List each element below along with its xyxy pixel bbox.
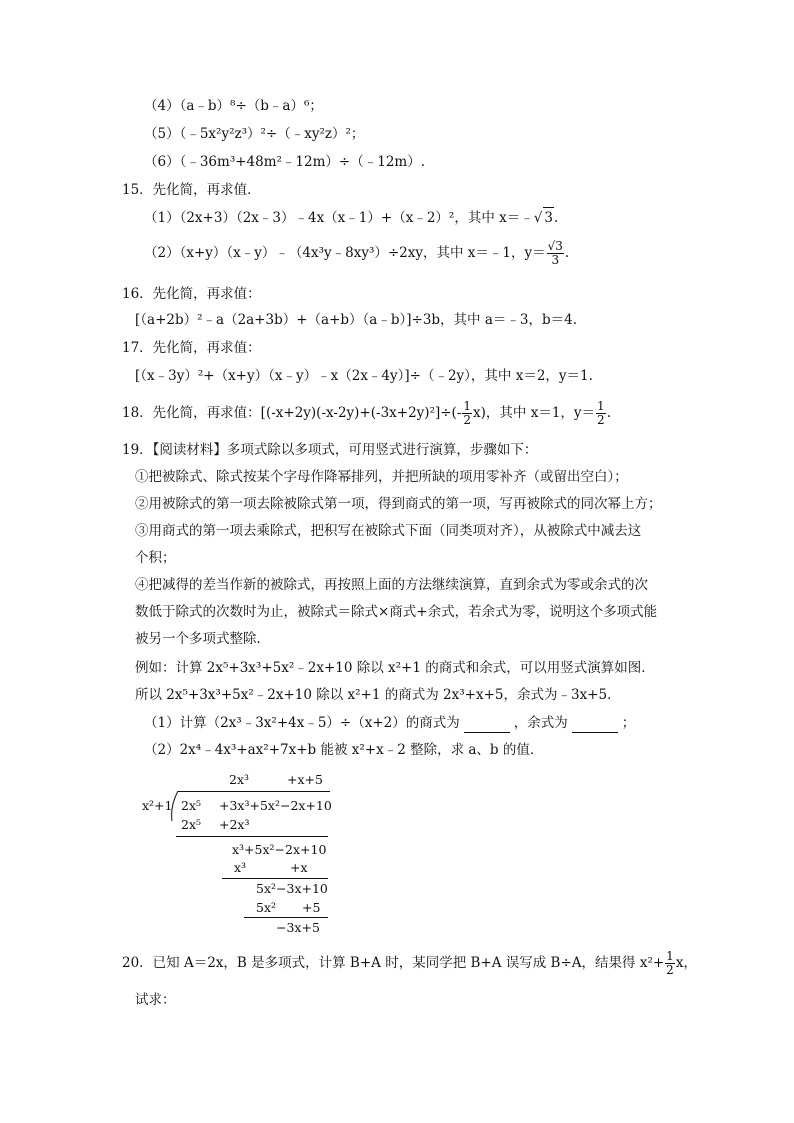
problem-16-expression: [（a+2b）²﹣a（2a+3b）+（a+b）（a﹣b）]÷3b，其中 a＝﹣3，b＝4. [135, 312, 578, 328]
product-row-3-term-2: +5 [302, 900, 321, 915]
part-1-text: （1）计算（2x³﹣3x²+4x﹣5）÷（x+2）的商式为 [144, 715, 460, 731]
quotient-term-2: +x+5 [287, 772, 323, 787]
fraction-numerator: √3 [547, 239, 563, 253]
problem-19-step-3-cont: 个积； [135, 550, 176, 566]
remainder-row: −3x+5 [276, 920, 320, 935]
problem-14-part-6: （6）（﹣36m³+48m²﹣12m）÷（﹣12m）. [144, 154, 425, 170]
fraction-denominator: 2 [597, 413, 605, 427]
problem-20-line-2: 试求： [135, 992, 176, 1008]
fraction-numerator: 1 [666, 949, 674, 963]
subtraction-line-3 [244, 917, 328, 918]
problem-19-step-4: ④把减得的差当作新的被除式，再按照上面的方法继续演算，直到余式为零或余式的次 [135, 577, 648, 593]
product-row-3-term-1: 5x² [256, 900, 277, 915]
division-bar [178, 791, 330, 792]
problem-15-part-1 [144, 207, 558, 228]
problem-20-text: 20．已知 A＝2x，B 是多项式，计算 B+A 时，某同学把 B+A 误写成 B÷A，结果得 x²+ [122, 955, 665, 971]
problem-19-part-2: （2）2x⁴﹣4x³+ax²+7x+b 能被 x²+x﹣2 整除，求 a、b 的值． [144, 742, 544, 758]
difference-row-1: x³+5x²−2x+10 [232, 842, 327, 857]
problem-18 [122, 400, 611, 427]
part-1-text-mid: ，余式为 [513, 715, 568, 731]
problem-14-part-5: （5）（﹣5x²y²z³）²÷（﹣xy²z）²； [144, 126, 365, 142]
problem-20 [122, 950, 697, 977]
problem-19-step-3: ③用商式的第一项去乘除式，把积写在被除式下面（同类项对齐），从被除式中减去这 [135, 523, 642, 539]
problem-19-step-1: ①把被除式、除式按某个字母作降幂排列，并把所缺的项用零补齐（或留出空白）； [135, 469, 628, 485]
period: . [553, 210, 559, 226]
fraction-one-half [462, 400, 472, 427]
fraction-one-half-y [596, 400, 606, 427]
problem-17-expression: [（x﹣3y）²+（x+y）（x﹣y）﹣x（2x﹣4y）]÷（﹣2y），其中 x＝2，y＝1. [135, 368, 593, 384]
fraction-denominator: 2 [463, 413, 472, 427]
problem-18-text: 18．先化简，再求值：[(-x+2y)(-x-2y)+(-3x+2y)²]÷(- [122, 405, 462, 421]
fraction-denominator: 3 [551, 253, 560, 267]
part-1-text-end: ； [621, 715, 636, 731]
problem-19-intro: 19．【阅读材料】多项式除以多项式，可用竖式进行演算，步骤如下： [122, 442, 538, 458]
problem-19-result: 所以 2x⁵+3x³+5x²﹣2x+10 除以 x²+1 的商式为 2x³+x+5，余式为﹣3x+5． [135, 687, 621, 703]
difference-row-2: 5x²−3x+10 [256, 881, 328, 896]
subtraction-line-2 [222, 878, 328, 879]
product-row-2-term-1: x³ [234, 860, 247, 875]
fraction-denominator: 2 [666, 963, 674, 977]
period: . [606, 405, 611, 421]
problem-15-part-2 [144, 240, 569, 267]
problem-19-step-4-end: 被另一个多项式整除． [135, 631, 270, 647]
problem-14-part-4: （4）（a﹣b）⁸÷（b﹣a）⁶； [144, 98, 323, 114]
problem-19-step-2: ②用被除式的第一项去除被除式第一项，得到商式的第一项，写再被除式的同次幂上方； [135, 496, 662, 512]
product-row-1-term-2: +2x³ [219, 817, 250, 832]
sqrt-radicand: 3 [543, 207, 554, 228]
problem-15-part-1-text: （1）（2x+3）（2x﹣3）﹣4x（x﹣1）+（x﹣2）²，其中 x＝﹣ [144, 210, 534, 226]
problem-19-example: 例如：计算 2x⁵+3x³+5x²﹣2x+10 除以 x²+1 的商式和余式，可以用竖式演算如图． [135, 660, 655, 676]
problem-18-mid: x)，其中 x＝1，y＝ [473, 405, 596, 421]
problem-19-step-4-cont: 数低于除式的次数时为止，被除式＝除式×商式+余式，若余式为零，说明这个多项式能 [135, 604, 658, 620]
divisor: x²+1 [142, 798, 173, 813]
dividend-rest: +3x³+5x²−2x+10 [219, 798, 332, 813]
fraction-numerator: 1 [463, 399, 472, 413]
problem-20-end: x， [675, 955, 697, 971]
remainder-answer-blank[interactable] [572, 718, 618, 733]
period: . [564, 245, 570, 261]
dividend-leading-term: 2x⁵ [181, 798, 202, 813]
quotient-term-1: 2x³ [229, 772, 250, 787]
fraction-numerator: 1 [597, 399, 605, 413]
problem-19-part-1 [144, 713, 635, 733]
problem-16-title: 16．先化简，再求值： [122, 286, 261, 302]
sqrt-symbol: √ [533, 210, 543, 226]
fraction-sqrt3-over-3 [547, 240, 564, 267]
fraction-one-half [665, 950, 675, 977]
quotient-answer-blank[interactable] [464, 718, 510, 733]
product-row-1-term-1: 2x⁵ [181, 817, 202, 832]
subtraction-line-1 [176, 836, 328, 837]
product-row-2-term-2: +x [290, 860, 308, 875]
problem-15-title: 15．先化简，再求值． [122, 182, 261, 198]
problem-15-part-2-text: （2）（x+y）（x﹣y）﹣（4x³y﹣8xy³）÷2xy，其中 x＝﹣1，y＝ [144, 245, 546, 261]
problem-17-title: 17．先化简，再求值： [122, 340, 261, 356]
